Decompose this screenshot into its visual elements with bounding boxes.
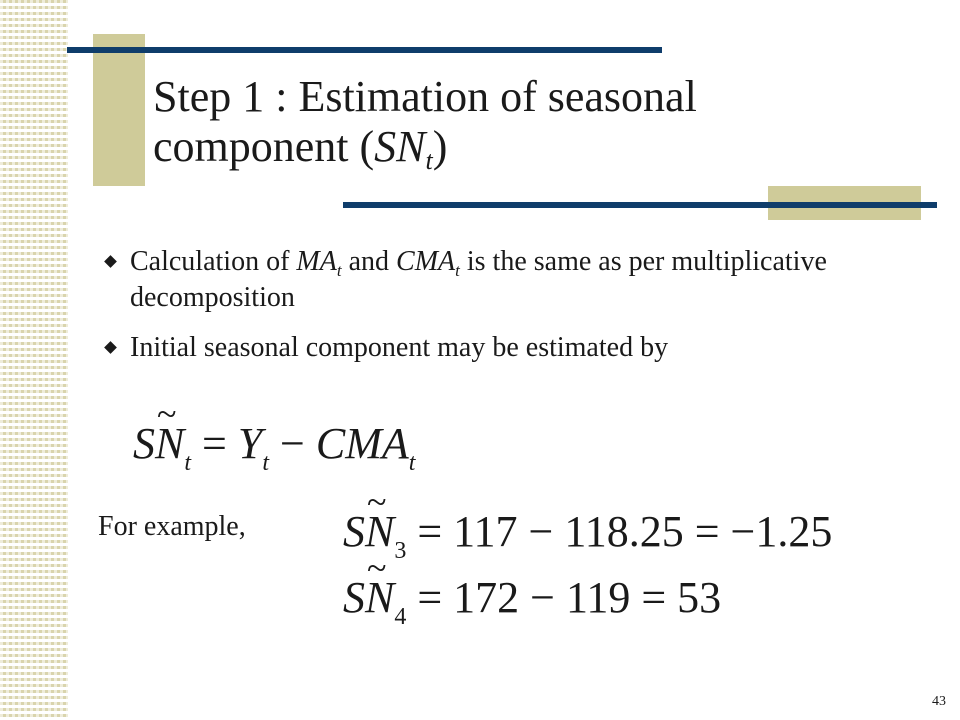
example-1-s: S bbox=[343, 507, 365, 556]
bullet-2-text: Initial seasonal component may be estimated by bbox=[130, 332, 669, 363]
example-label: For example, bbox=[98, 511, 246, 542]
example-2-n-tilde: ~ N bbox=[365, 573, 394, 623]
bullet-item-2 bbox=[100, 330, 860, 366]
diamond-bullet-icon bbox=[104, 341, 117, 354]
slide-title bbox=[153, 72, 853, 175]
formula-n-tilde: ~ N bbox=[155, 419, 184, 469]
title-subscript: t bbox=[425, 146, 433, 175]
example-2-rhs: = 172 − 119 = 53 bbox=[406, 573, 722, 622]
bullet-1-text-and: and bbox=[341, 246, 397, 277]
formula-lhs-sub: t bbox=[184, 450, 192, 476]
bullet-1-sub-2: t bbox=[455, 261, 460, 280]
formula-s: S bbox=[133, 419, 155, 468]
example-equation-2 bbox=[343, 573, 722, 630]
bullet-1-text-rest: is the same as per multiplicative decomposition bbox=[130, 246, 827, 313]
title-variable: SN bbox=[374, 122, 426, 171]
example-2-sub: 4 bbox=[394, 604, 407, 630]
example-1-sub: 3 bbox=[394, 538, 407, 564]
diamond-bullet-icon bbox=[104, 255, 117, 268]
decorative-box-left bbox=[93, 34, 145, 186]
title-close-paren: ) bbox=[432, 122, 448, 171]
bullet-list bbox=[100, 244, 860, 380]
example-2-s: S bbox=[343, 573, 365, 622]
formula-cma-sub: t bbox=[408, 450, 416, 476]
bullet-1-text: Calculation of bbox=[130, 246, 297, 277]
example-1-n-tilde: ~ N bbox=[365, 507, 394, 557]
example-equation-1 bbox=[343, 507, 833, 564]
decorative-line-top bbox=[67, 47, 662, 53]
seasonal-formula bbox=[133, 419, 416, 476]
formula-cma: CMA bbox=[315, 419, 409, 468]
title-line-1: Step 1 : Estimation of seasonal bbox=[153, 72, 697, 121]
bullet-item-1 bbox=[100, 244, 860, 316]
decorative-line-bottom bbox=[343, 202, 937, 208]
formula-equals: = bbox=[191, 419, 238, 468]
title-line-2: component ( bbox=[153, 122, 375, 171]
formula-y-sub: t bbox=[262, 450, 270, 476]
example-1-rhs: = 117 − 118.25 = −1.25 bbox=[406, 507, 833, 556]
bullet-1-sub-1: t bbox=[336, 261, 342, 280]
bullet-1-var-ma: MA bbox=[296, 246, 337, 277]
formula-y: Y bbox=[237, 419, 263, 468]
decorative-stripes bbox=[0, 0, 68, 720]
formula-minus: − bbox=[269, 419, 316, 468]
page-number: 43 bbox=[932, 694, 946, 709]
bullet-1-var-cma: CMA bbox=[396, 246, 456, 277]
